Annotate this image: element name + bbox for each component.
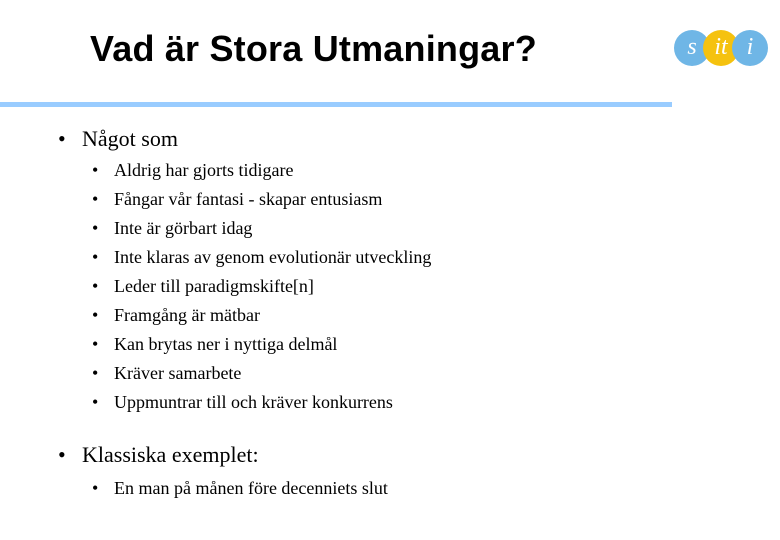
bullet-icon: • xyxy=(92,478,99,498)
sub-bullet-item xyxy=(92,363,241,384)
sub-bullet-item xyxy=(92,247,431,268)
logo-circle-s: s xyxy=(674,30,710,66)
sub-bullet-item xyxy=(92,160,293,181)
bullet-icon: • xyxy=(58,442,66,467)
sub-bullet-item xyxy=(92,305,260,326)
sub-bullet-text: Inte är görbart idag xyxy=(114,218,253,238)
siti-logo xyxy=(672,30,772,70)
sub-bullet-text: Kan brytas ner i nyttiga delmål xyxy=(114,334,338,354)
bullet-icon: • xyxy=(92,392,99,412)
bullet-icon: • xyxy=(92,160,99,180)
bullet-icon: • xyxy=(92,305,99,325)
sub-bullet-item xyxy=(92,189,382,210)
sub-bullet-text: Leder till paradigmskifte[n] xyxy=(114,276,314,296)
sub-bullet-text: En man på månen före decenniets slut xyxy=(114,478,388,498)
sub-bullet-item xyxy=(92,334,337,355)
title-underline xyxy=(0,102,672,107)
sub-bullet-text: Fångar vår fantasi - skapar entusiasm xyxy=(114,189,383,209)
logo-circle-it: it xyxy=(703,30,739,66)
bullet-icon: • xyxy=(92,276,99,296)
sub-bullet-item xyxy=(92,276,314,297)
sub-bullet-text: Framgång är mätbar xyxy=(114,305,260,325)
sub-bullet-text: Uppmuntrar till och kräver konkurrens xyxy=(114,392,393,412)
bullet-icon: • xyxy=(58,126,66,151)
bullet-icon: • xyxy=(92,189,99,209)
sub-bullet-text: Kräver samarbete xyxy=(114,363,242,383)
bullet-icon: • xyxy=(92,218,99,238)
sub-bullet-text: Aldrig har gjorts tidigare xyxy=(114,160,294,180)
bullet-point-2-text: Klassiska exemplet: xyxy=(82,442,259,467)
bullet-icon: • xyxy=(92,247,99,267)
bullet-icon: • xyxy=(92,363,99,383)
logo-circle-i: i xyxy=(732,30,768,66)
sub-bullet-item xyxy=(92,218,252,239)
sub-bullet-item xyxy=(92,392,393,413)
bullet-point-2 xyxy=(58,442,259,468)
bullet-point-1-text: Något som xyxy=(82,126,178,151)
bullet-icon: • xyxy=(92,334,99,354)
sub-bullet-item xyxy=(92,478,388,499)
bullet-point-1 xyxy=(58,126,178,152)
slide-title: Vad är Stora Utmaningar? xyxy=(90,28,537,69)
sub-bullet-text: Inte klaras av genom evolutionär utveckling xyxy=(114,247,432,267)
